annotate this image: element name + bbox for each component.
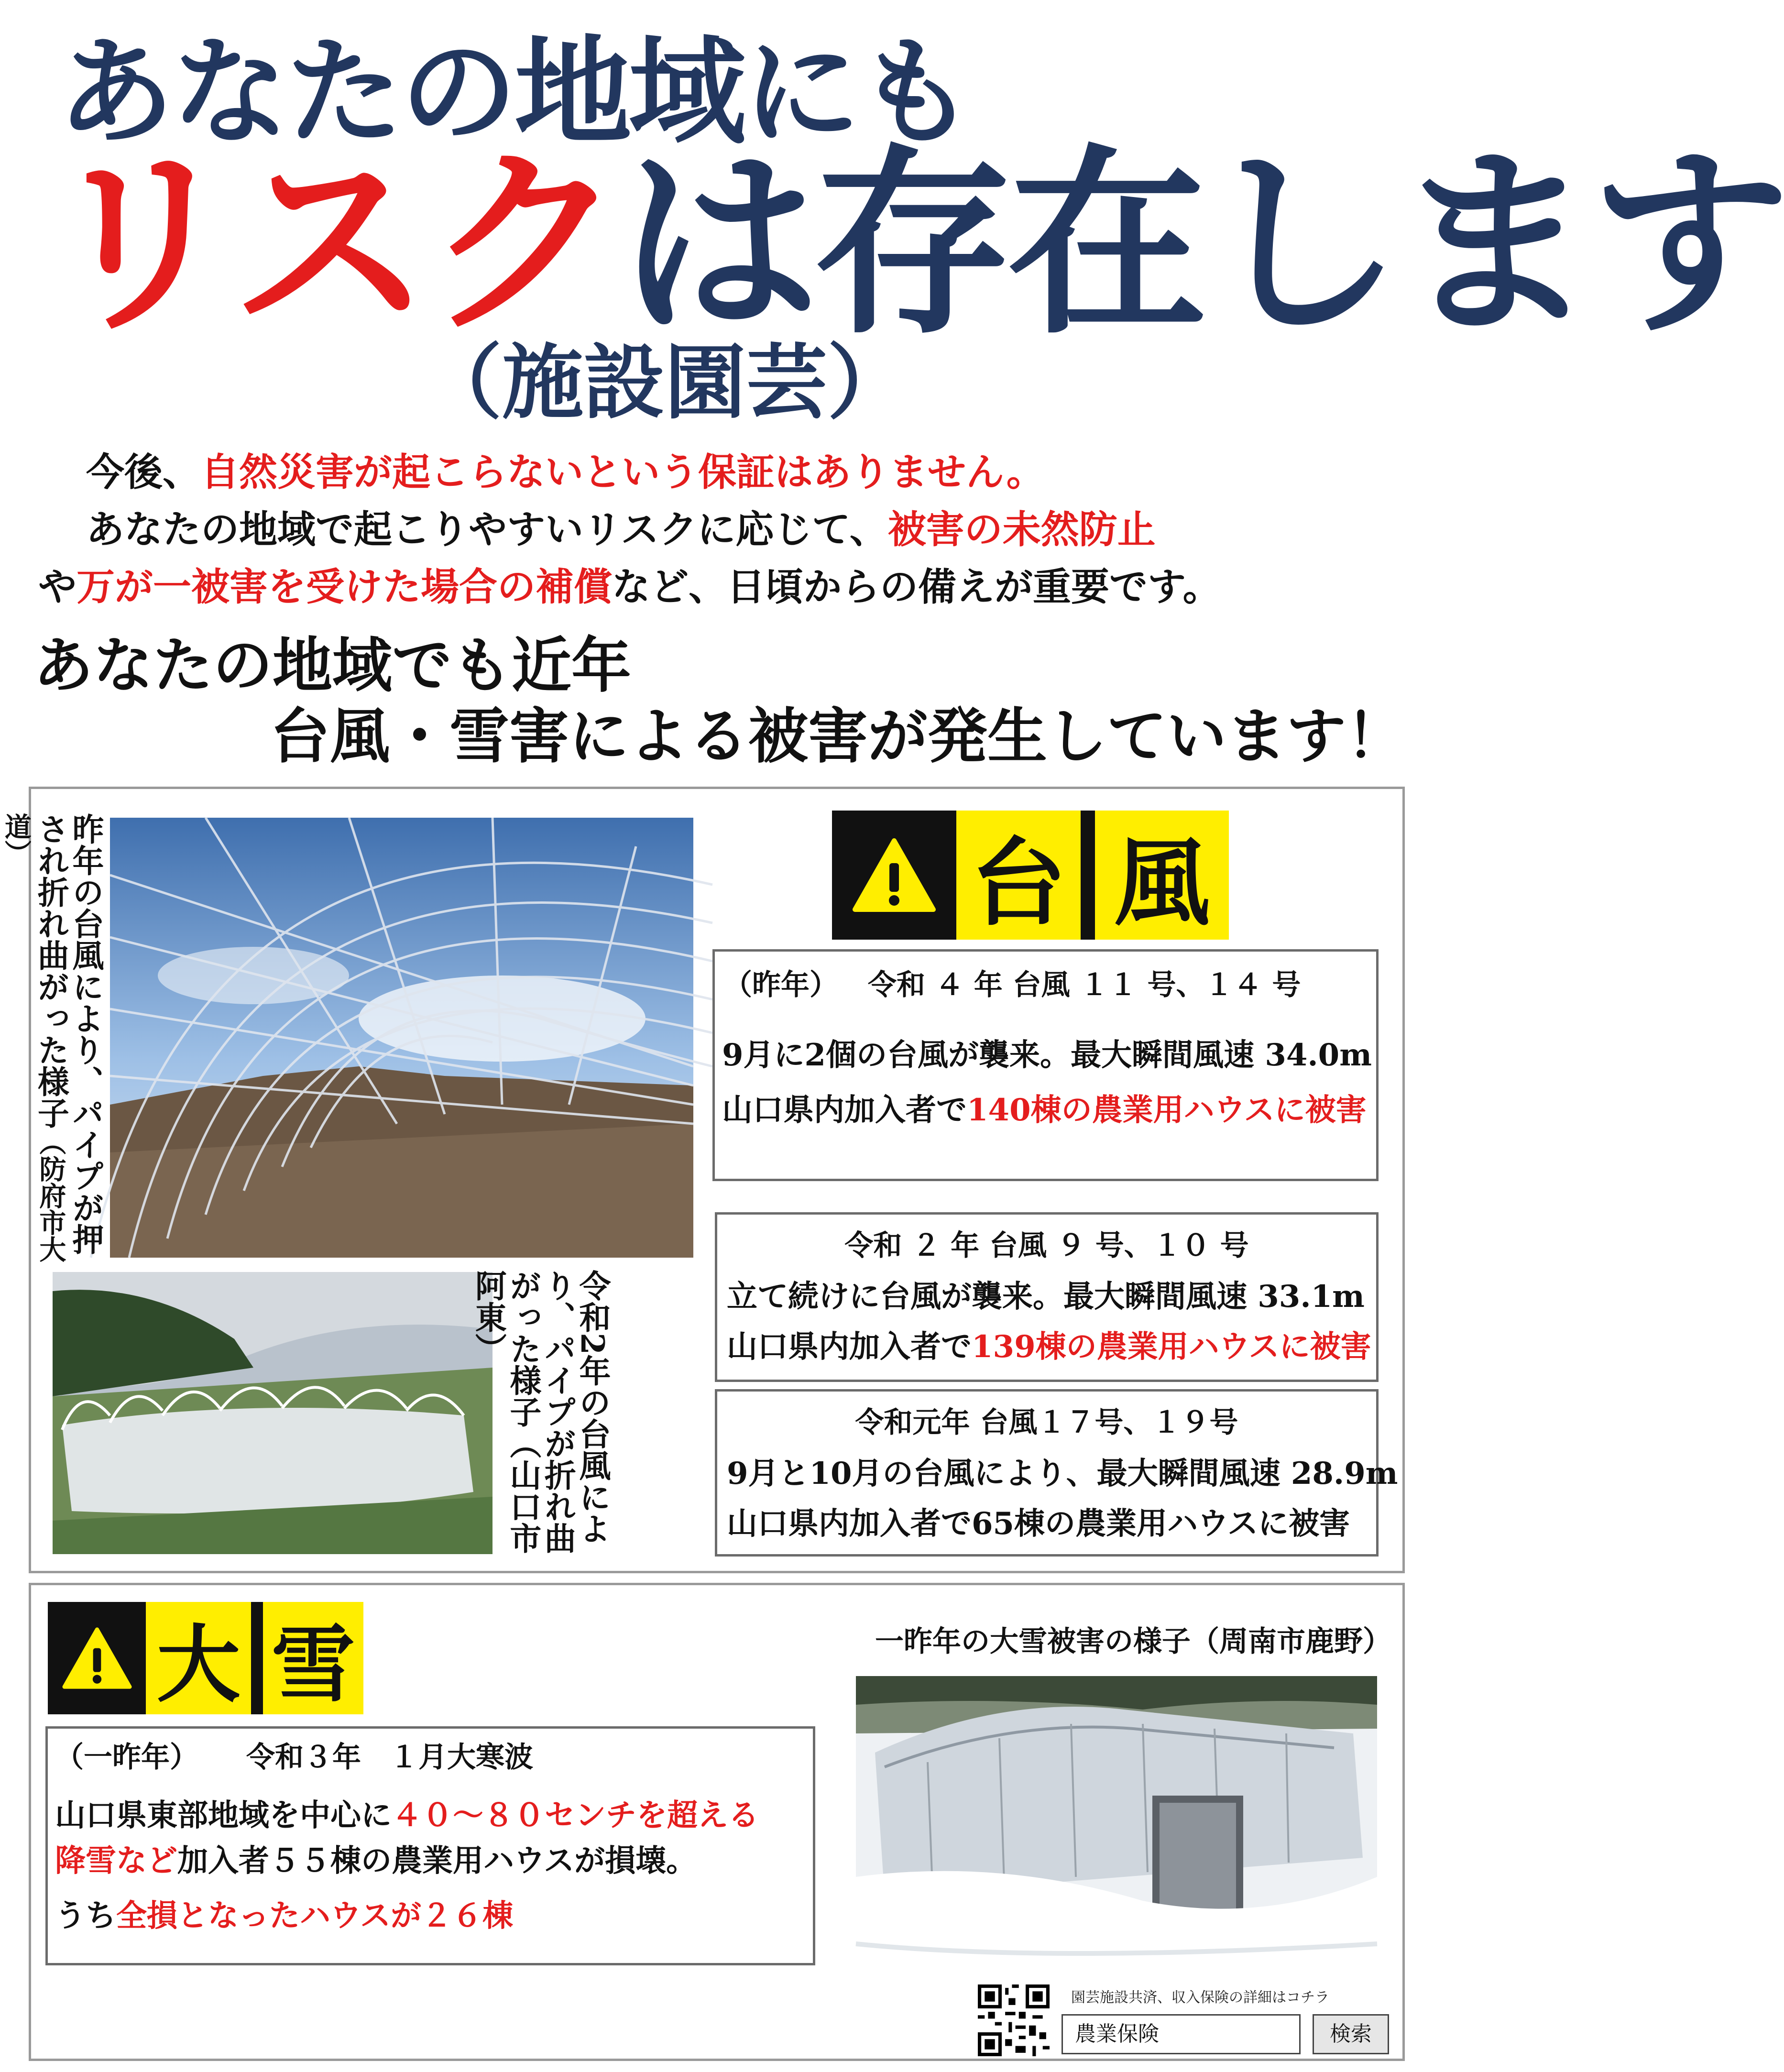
- title-line-1: あなたの地域にも: [57, 23, 972, 161]
- event-text: 山口県東部地域を中心に: [55, 1798, 392, 1833]
- warning-char-1: 大: [146, 1602, 251, 1714]
- event-heading: 令和３年 １月大寒波: [246, 1741, 533, 1774]
- event-heading: 令和 ２ 年 台風 ９ 号、１０ 号: [844, 1229, 1249, 1262]
- event-line-1: 9月に2個の台風が襲来。最大瞬間風速 34.0m: [722, 1037, 1372, 1073]
- event-line-2: [727, 1329, 1371, 1365]
- warning-icon: [832, 811, 956, 940]
- snow-photo: [856, 1676, 1377, 2039]
- qr-code-icon[interactable]: [978, 1984, 1050, 2056]
- event-emphasis: 全損となったハウスが２６棟: [116, 1898, 514, 1934]
- search-button[interactable]: 検索: [1313, 2014, 1389, 2054]
- title-line-3: （施設園芸）: [421, 335, 909, 430]
- greenhouse-frame-image: [110, 818, 693, 1258]
- typhoon-warning-label: [832, 811, 1229, 940]
- search-input[interactable]: 農業保険: [1062, 2014, 1301, 2054]
- intro-text: や: [38, 565, 77, 609]
- warning-divider: [1081, 811, 1095, 940]
- event-tag: （昨年）: [723, 968, 838, 1002]
- intro-line-3: [38, 565, 1221, 609]
- intro-emphasis: 自然災害が起こらないという保証はありません。: [201, 450, 1045, 494]
- caption-place: （防府市大道）: [0, 813, 67, 1262]
- intro-emphasis: 万が一被害を受けた場合の補償: [77, 565, 612, 609]
- intro-text: など、日頃からの備えが重要です。: [612, 565, 1221, 609]
- typhoon-event-2022: [712, 949, 1379, 1181]
- event-line-2: [722, 1092, 1367, 1128]
- event-line-1: [55, 1800, 759, 1831]
- event-tag: （一昨年）: [55, 1741, 198, 1774]
- event-line-3: [55, 1898, 514, 1934]
- snow-greenhouse-image: [856, 1676, 1377, 2039]
- caption-main: 昨年の台風により、パイプが押され折れ曲がった様子: [32, 813, 104, 1255]
- warning-icon: [48, 1602, 146, 1714]
- event-damage: 140棟の農業用ハウスに被害: [967, 1092, 1367, 1128]
- typhoon-event-2019: [715, 1389, 1398, 1557]
- event-text: 加入者５５棟の農業用ハウスが損壊。: [177, 1843, 697, 1879]
- title-risk-word: リスク: [41, 126, 619, 362]
- headline-line-2: 台風・雪害による被害が発生しています！: [270, 702, 1406, 771]
- event-text: 山口県内加入者で: [722, 1092, 967, 1128]
- event-line-1: 9月と10月の台風により、最大瞬間風速 28.9m: [727, 1456, 1398, 1491]
- headline-line-1: あなたの地域でも近年: [33, 631, 631, 701]
- typhoon-photo-2: [53, 1272, 493, 1554]
- footer-note: 園芸施設共済、収入保険の詳細はコチラ: [1071, 1989, 1329, 2006]
- intro-emphasis: 被害の未然防止: [887, 507, 1156, 552]
- snow-event-2021: [45, 1726, 815, 1965]
- warning-char-2: 雪: [263, 1602, 363, 1714]
- event-line-2: [55, 1843, 697, 1879]
- event-damage: 139棟の農業用ハウスに被害: [972, 1329, 1371, 1365]
- event-emphasis: ４０～８０センチを超える: [392, 1798, 759, 1833]
- typhoon-photo-1: [110, 818, 693, 1258]
- typhoon-event-2020: [715, 1212, 1379, 1382]
- intro-line-1: [86, 450, 1045, 494]
- warning-char-1: 台: [956, 811, 1081, 940]
- intro-text: あなたの地域で起こりやすいリスクに応じて、: [86, 507, 888, 552]
- title-line-2-rest: は存在します: [619, 126, 1784, 362]
- greenhouse-hillside-image: [53, 1272, 493, 1554]
- intro-line-2: [86, 507, 1156, 552]
- event-line-1: 立て続けに台風が襲来。最大瞬間風速 33.1m: [727, 1279, 1365, 1315]
- snow-warning-label: [48, 1602, 373, 1714]
- event-heading: 令和 ４ 年 台風 １１ 号、１４ 号: [868, 968, 1301, 1002]
- warning-divider: [251, 1602, 263, 1714]
- event-heading: 令和元年 台風１７号、１９号: [855, 1406, 1238, 1439]
- snow-photo-caption: 一昨年の大雪被害の様子（周南市鹿野）: [875, 1625, 1391, 1658]
- intro-text: 今後、: [86, 450, 201, 494]
- event-emphasis: 降雪など: [55, 1843, 177, 1879]
- event-text: うち: [55, 1898, 116, 1934]
- typhoon-photo-1-caption: [0, 813, 104, 1262]
- warning-char-2: 風: [1095, 811, 1229, 940]
- typhoon-photo-2-caption: 令和2年の台風により、パイプが折れ曲がった様子（山口市阿東）: [470, 1270, 611, 1554]
- title-line-2: [41, 126, 1784, 362]
- event-line-2: 山口県内加入者で65棟の農業用ハウスに被害: [727, 1506, 1350, 1542]
- event-text: 山口県内加入者で: [727, 1329, 972, 1365]
